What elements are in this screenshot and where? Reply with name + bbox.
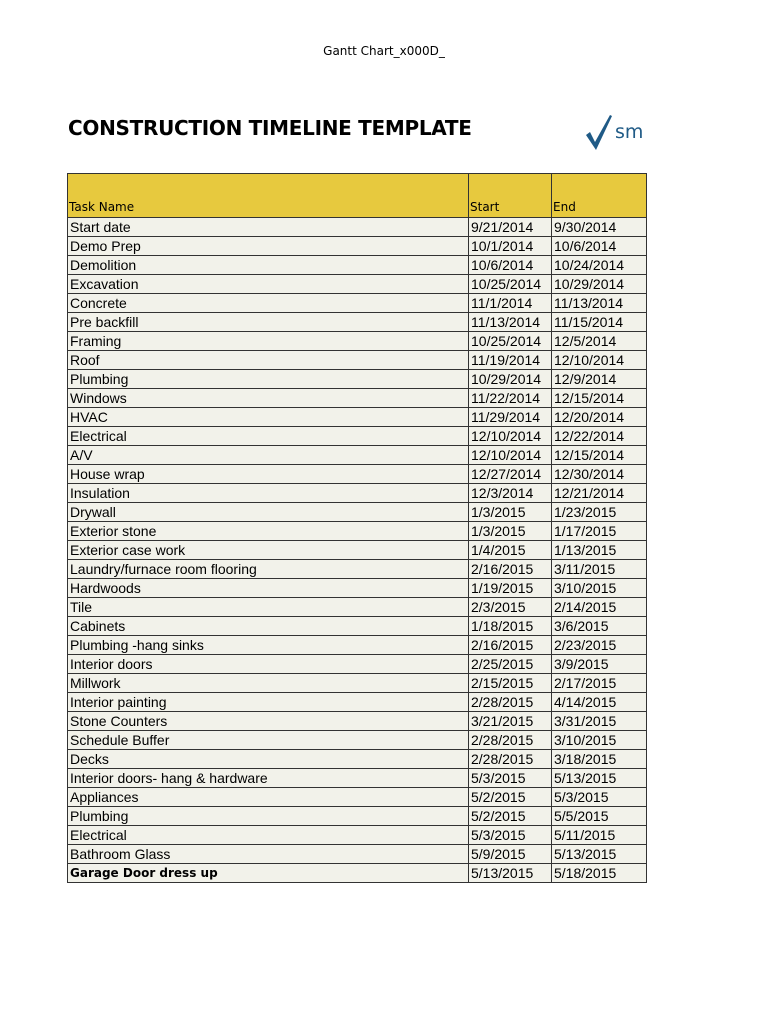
start-date-cell: 2/25/2015 <box>469 655 552 674</box>
task-name-cell: Schedule Buffer <box>68 731 469 750</box>
column-header-task-name: Task Name <box>68 174 469 218</box>
table-row <box>68 522 647 541</box>
table-row <box>68 769 647 788</box>
end-date-cell: 2/14/2015 <box>552 598 647 617</box>
start-date-cell: 10/25/2014 <box>469 275 552 294</box>
table-row <box>68 351 647 370</box>
task-name-cell: Exterior case work <box>68 541 469 560</box>
start-date-cell: 12/10/2014 <box>469 446 552 465</box>
end-date-cell: 3/31/2015 <box>552 712 647 731</box>
end-date-cell: 1/17/2015 <box>552 522 647 541</box>
end-date-cell: 12/15/2014 <box>552 446 647 465</box>
end-date-cell: 12/9/2014 <box>552 370 647 389</box>
end-date-cell: 12/20/2014 <box>552 408 647 427</box>
end-date-cell: 4/14/2015 <box>552 693 647 712</box>
start-date-cell: 2/28/2015 <box>469 750 552 769</box>
end-date-cell: 12/30/2014 <box>552 465 647 484</box>
start-date-cell: 11/1/2014 <box>469 294 552 313</box>
table-row <box>68 788 647 807</box>
end-date-cell: 12/5/2014 <box>552 332 647 351</box>
start-date-cell: 10/1/2014 <box>469 237 552 256</box>
table-header-row <box>68 174 647 218</box>
end-date-cell: 5/18/2015 <box>552 864 647 883</box>
task-name-cell: Framing <box>68 332 469 351</box>
task-name-cell: Interior painting <box>68 693 469 712</box>
table-row <box>68 693 647 712</box>
start-date-cell: 5/2/2015 <box>469 788 552 807</box>
start-date-cell: 9/21/2014 <box>469 218 552 237</box>
task-name-cell: Bathroom Glass <box>68 845 469 864</box>
task-name-cell: Tile <box>68 598 469 617</box>
table-row <box>68 655 647 674</box>
task-name-cell: Hardwoods <box>68 579 469 598</box>
start-date-cell: 2/16/2015 <box>469 560 552 579</box>
table-row <box>68 560 647 579</box>
table-row <box>68 807 647 826</box>
start-date-cell: 1/19/2015 <box>469 579 552 598</box>
end-date-cell: 5/13/2015 <box>552 769 647 788</box>
end-date-cell: 5/13/2015 <box>552 845 647 864</box>
end-date-cell: 2/17/2015 <box>552 674 647 693</box>
table-row <box>68 294 647 313</box>
start-date-cell: 11/13/2014 <box>469 313 552 332</box>
task-name-cell: Exterior stone <box>68 522 469 541</box>
end-date-cell: 10/29/2014 <box>552 275 647 294</box>
start-date-cell: 12/10/2014 <box>469 427 552 446</box>
table-row <box>68 408 647 427</box>
table-row <box>68 332 647 351</box>
table-row <box>68 541 647 560</box>
task-name-cell: HVAC <box>68 408 469 427</box>
start-date-cell: 10/29/2014 <box>469 370 552 389</box>
start-date-cell: 2/28/2015 <box>469 731 552 750</box>
start-date-cell: 5/9/2015 <box>469 845 552 864</box>
table-row <box>68 579 647 598</box>
column-header-end: End <box>552 174 647 218</box>
end-date-cell: 1/13/2015 <box>552 541 647 560</box>
table-row <box>68 674 647 693</box>
page-header: Gantt Chart_x000D_ <box>323 44 445 58</box>
table-row <box>68 313 647 332</box>
logo-text: sm <box>615 121 644 143</box>
task-name-cell: Concrete <box>68 294 469 313</box>
task-name-cell: Laundry/furnace room flooring <box>68 560 469 579</box>
start-date-cell: 11/19/2014 <box>469 351 552 370</box>
start-date-cell: 10/6/2014 <box>469 256 552 275</box>
start-date-cell: 1/18/2015 <box>469 617 552 636</box>
end-date-cell: 3/10/2015 <box>552 731 647 750</box>
end-date-cell: 12/22/2014 <box>552 427 647 446</box>
table-row <box>68 237 647 256</box>
task-name-cell: Interior doors- hang & hardware <box>68 769 469 788</box>
table-row <box>68 256 647 275</box>
end-date-cell: 3/18/2015 <box>552 750 647 769</box>
task-name-cell: Pre backfill <box>68 313 469 332</box>
task-name-cell: Appliances <box>68 788 469 807</box>
end-date-cell: 1/23/2015 <box>552 503 647 522</box>
table-row <box>68 617 647 636</box>
table-row <box>68 218 647 237</box>
task-name-cell: Insulation <box>68 484 469 503</box>
task-name-cell: Decks <box>68 750 469 769</box>
task-name-cell: Roof <box>68 351 469 370</box>
start-date-cell: 5/3/2015 <box>469 826 552 845</box>
start-date-cell: 5/13/2015 <box>469 864 552 883</box>
start-date-cell: 12/3/2014 <box>469 484 552 503</box>
table-row <box>68 427 647 446</box>
start-date-cell: 11/29/2014 <box>469 408 552 427</box>
task-name-cell: Garage Door dress up <box>68 864 469 883</box>
end-date-cell: 5/5/2015 <box>552 807 647 826</box>
task-name-cell: Plumbing -hang sinks <box>68 636 469 655</box>
table-row <box>68 389 647 408</box>
table-row <box>68 598 647 617</box>
end-date-cell: 12/21/2014 <box>552 484 647 503</box>
table-row <box>68 370 647 389</box>
end-date-cell: 5/11/2015 <box>552 826 647 845</box>
start-date-cell: 10/25/2014 <box>469 332 552 351</box>
task-name-cell: Drywall <box>68 503 469 522</box>
logo <box>584 113 648 153</box>
table-row <box>68 503 647 522</box>
end-date-cell: 2/23/2015 <box>552 636 647 655</box>
end-date-cell: 10/24/2014 <box>552 256 647 275</box>
table-row <box>68 845 647 864</box>
start-date-cell: 5/3/2015 <box>469 769 552 788</box>
task-name-cell: Excavation <box>68 275 469 294</box>
start-date-cell: 1/3/2015 <box>469 522 552 541</box>
end-date-cell: 3/6/2015 <box>552 617 647 636</box>
start-date-cell: 2/28/2015 <box>469 693 552 712</box>
task-name-cell: A/V <box>68 446 469 465</box>
task-name-cell: Plumbing <box>68 370 469 389</box>
end-date-cell: 11/15/2014 <box>552 313 647 332</box>
checkmark-icon <box>584 113 614 153</box>
start-date-cell: 5/2/2015 <box>469 807 552 826</box>
column-header-start: Start <box>469 174 552 218</box>
table-row <box>68 275 647 294</box>
table-row <box>68 731 647 750</box>
end-date-cell: 3/9/2015 <box>552 655 647 674</box>
start-date-cell: 3/21/2015 <box>469 712 552 731</box>
end-date-cell: 10/6/2014 <box>552 237 647 256</box>
task-name-cell: Demolition <box>68 256 469 275</box>
task-name-cell: Start date <box>68 218 469 237</box>
table-row <box>68 636 647 655</box>
end-date-cell: 11/13/2014 <box>552 294 647 313</box>
end-date-cell: 5/3/2015 <box>552 788 647 807</box>
end-date-cell: 3/11/2015 <box>552 560 647 579</box>
start-date-cell: 11/22/2014 <box>469 389 552 408</box>
task-name-cell: Electrical <box>68 427 469 446</box>
task-name-cell: Windows <box>68 389 469 408</box>
task-name-cell: Cabinets <box>68 617 469 636</box>
start-date-cell: 2/3/2015 <box>469 598 552 617</box>
start-date-cell: 12/27/2014 <box>469 465 552 484</box>
table-row <box>68 465 647 484</box>
task-name-cell: Electrical <box>68 826 469 845</box>
start-date-cell: 1/3/2015 <box>469 503 552 522</box>
task-name-cell: Millwork <box>68 674 469 693</box>
table-row <box>68 484 647 503</box>
table-row <box>68 826 647 845</box>
task-name-cell: Plumbing <box>68 807 469 826</box>
task-name-cell: Interior doors <box>68 655 469 674</box>
task-name-cell: House wrap <box>68 465 469 484</box>
table-row <box>68 750 647 769</box>
end-date-cell: 12/15/2014 <box>552 389 647 408</box>
table-row <box>68 446 647 465</box>
end-date-cell: 3/10/2015 <box>552 579 647 598</box>
start-date-cell: 2/16/2015 <box>469 636 552 655</box>
start-date-cell: 1/4/2015 <box>469 541 552 560</box>
page-title: CONSTRUCTION TIMELINE TEMPLATE <box>68 116 472 140</box>
table-row <box>68 712 647 731</box>
task-name-cell: Demo Prep <box>68 237 469 256</box>
task-name-cell: Stone Counters <box>68 712 469 731</box>
end-date-cell: 12/10/2014 <box>552 351 647 370</box>
end-date-cell: 9/30/2014 <box>552 218 647 237</box>
start-date-cell: 2/15/2015 <box>469 674 552 693</box>
timeline-table <box>67 173 647 883</box>
table-row <box>68 864 647 883</box>
